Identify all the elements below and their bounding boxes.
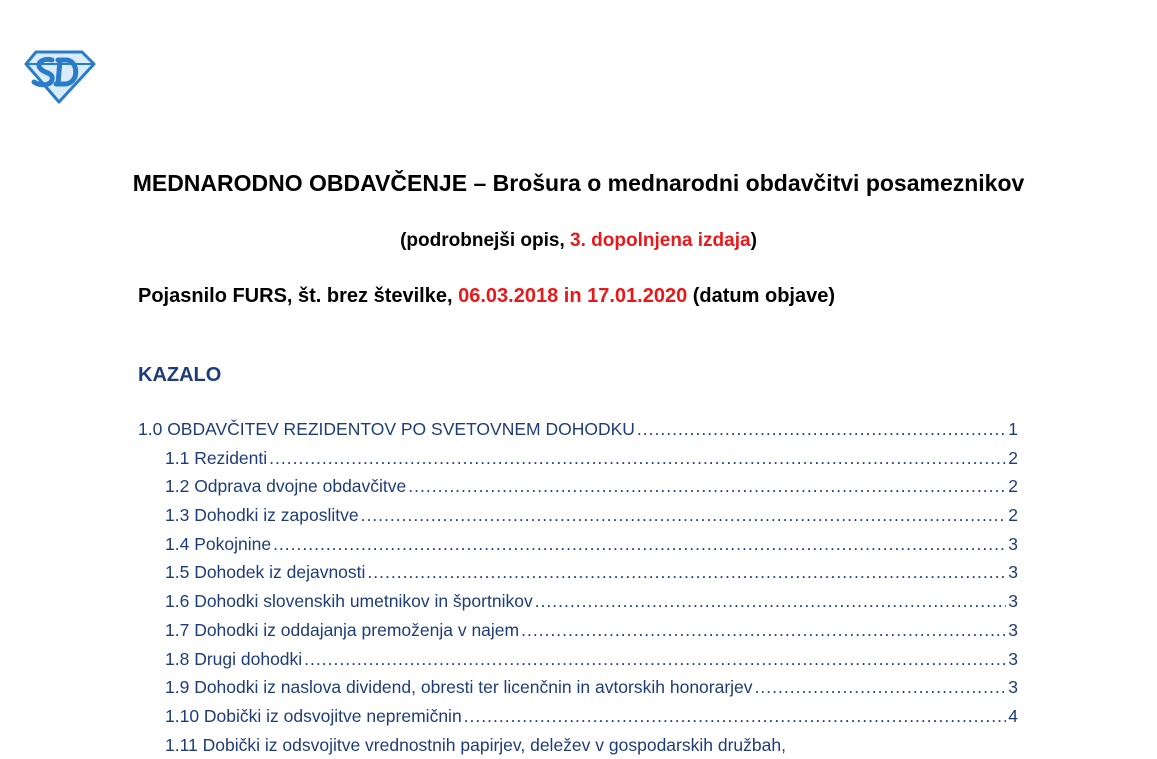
toc-entry-label: 1.2 Odprava dvojne obdavčitve	[165, 476, 407, 497]
toc-entry[interactable]	[138, 587, 1018, 616]
edition-highlight: 3. dopolnjena izdaja	[570, 230, 751, 251]
table-of-contents	[138, 415, 1018, 759]
toc-entry-page: 3	[1008, 677, 1018, 698]
toc-entry-label: 1.1 Rezidenti	[165, 447, 268, 468]
toc-leader-dots	[637, 415, 1006, 444]
toc-leader-dots	[408, 472, 1006, 501]
toc-entry-label: 1.7 Dohodki iz oddajanja premoženja v najem	[165, 619, 520, 640]
toc-entry-label: 1.3 Dohodki iz zaposlitve	[165, 505, 359, 526]
toc-entry-page: 2	[1008, 447, 1018, 468]
toc-leader-dots	[269, 444, 1006, 473]
explanation-line	[138, 283, 835, 309]
toc-leader-dots	[521, 616, 1006, 645]
toc-entry[interactable]	[138, 444, 1018, 473]
toc-entry[interactable]	[138, 558, 1018, 587]
toc-entry[interactable]	[138, 731, 1018, 759]
toc-leader-dots	[304, 645, 1006, 674]
toc-entry[interactable]	[138, 616, 1018, 645]
toc-leader-dots	[464, 702, 1007, 731]
publication-dates: 06.03.2018 in 17.01.2020	[458, 285, 688, 307]
toc-entry-label: 1.10 Dobički iz odsvojitve nepremičnin	[165, 705, 462, 726]
toc-entry-page: 4	[1008, 705, 1018, 726]
toc-heading: KAZALO	[138, 364, 222, 386]
toc-entry[interactable]	[138, 472, 1018, 501]
toc-leader-dots	[367, 558, 1006, 587]
document-title: MEDNARODNO OBDAVČENJE – Brošura o mednarodni obdavčitvi posameznikov	[132, 170, 1025, 196]
explanation-suffix: (datum objave)	[687, 285, 835, 307]
toc-entry-page: 2	[1008, 505, 1018, 526]
document-subtitle	[0, 229, 1157, 253]
toc-entry-page: 3	[1008, 562, 1018, 583]
toc-leader-dots	[273, 530, 1006, 559]
explanation-prefix: Pojasnilo FURS, št. brez številke,	[138, 285, 459, 307]
toc-leader-dots	[755, 673, 1007, 702]
subtitle-prefix: (podrobnejši opis,	[400, 230, 571, 251]
toc-entry-page: 3	[1008, 648, 1018, 669]
toc-entry-label: 1.8 Drugi dohodki	[165, 648, 303, 669]
toc-entry-label: 1.6 Dohodki slovenskih umetnikov in športnikov	[165, 591, 533, 612]
toc-entry-page: 3	[1008, 591, 1018, 612]
toc-entry-page: 2	[1008, 476, 1018, 497]
toc-entry[interactable]	[138, 645, 1018, 674]
toc-leader-dots	[361, 501, 1007, 530]
toc-entry[interactable]	[138, 702, 1018, 731]
toc-entry-page: 3	[1008, 533, 1018, 554]
toc-entry-label: 1.4 Pokojnine	[165, 533, 272, 554]
sd-diamond-logo	[22, 48, 96, 104]
toc-entry-page: 3	[1008, 619, 1018, 640]
toc-leader-dots	[535, 587, 1007, 616]
toc-entry[interactable]	[138, 673, 1018, 702]
toc-entry[interactable]	[138, 501, 1018, 530]
toc-entry-label: 1.11 Dobički iz odsvojitve vrednostnih papirjev, deležev v gospodarskih družbah,	[165, 734, 786, 755]
toc-entry[interactable]	[138, 415, 1018, 444]
subtitle-suffix: )	[750, 230, 757, 251]
toc-entry[interactable]	[138, 530, 1018, 559]
toc-entry-page: 1	[1008, 419, 1018, 439]
toc-entry-label: 1.9 Dohodki iz naslova dividend, obresti ter licenčnin in avtorskih honorarjev	[165, 677, 753, 698]
toc-entry-label: 1.0 OBDAVČITEV REZIDENTOV PO SVETOVNEM DOHODKU	[138, 419, 635, 439]
toc-entry-label: 1.5 Dohodek iz dejavnosti	[165, 562, 366, 583]
